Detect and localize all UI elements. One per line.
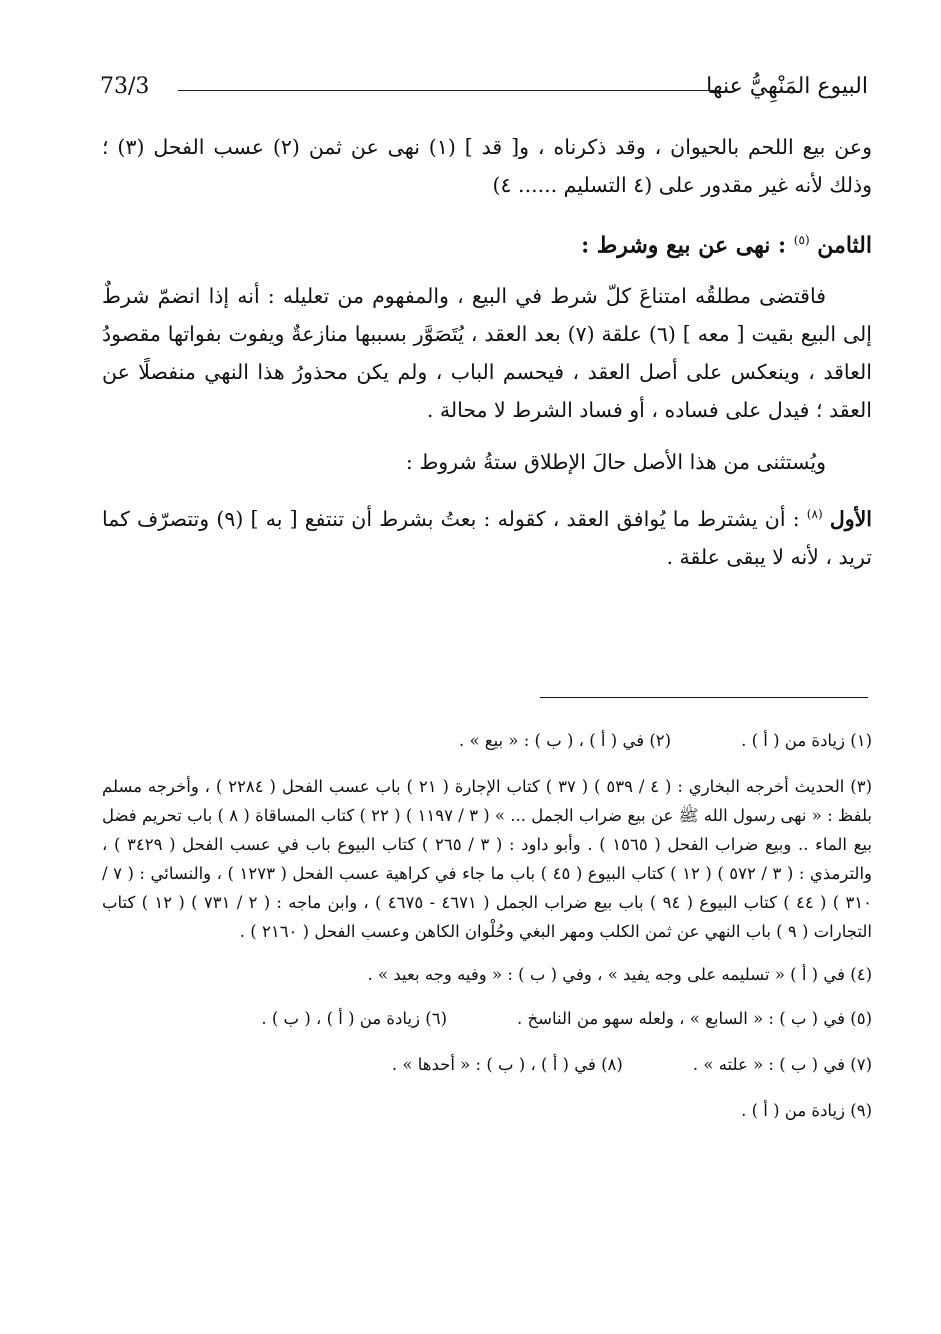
footnote-2: (٢) في ( أ ) ، ( ب ) : « بيع » . bbox=[458, 731, 672, 750]
footnote-5: (٥) في ( ب ) : « السابع » ، ولعله سهو من الناسخ . bbox=[517, 1009, 872, 1028]
footnote-4: (٤) في ( أ ) « تسليمه على وجه يفيد » ، وفي ( ب ) : « وفيه وجه بعيد » . bbox=[367, 965, 872, 984]
footnote-6: (٦) زيادة من ( أ ) ، ( ب ) . bbox=[261, 1009, 447, 1028]
footnote-row-7-8 bbox=[102, 1050, 872, 1080]
page-number: 73/3 bbox=[100, 74, 150, 99]
footnote-7: (٧) في ( ب ) : « علته » . bbox=[692, 1055, 872, 1074]
paragraph-2: فاقتضى مطلقُه امتناعَ كلّ شرط في البيع ، والمفهوم من تعليله : أنه إذا انضمّ شرطٌ إلى البيع بقيت [ معه ] (٦) علقة (٧) بعد العقد ، يُتَصَوَّر بسببها منازعةٌ ويفوت بفواتها مقصودُ العاقد ، وينعكس على أصل العقد ، فيحسم الباب ، ولم يكن محذورُ هذا النهي منفصلًا عن العقد ؛ فيدل على فساده ، أو فساد الشرط لا محالة . bbox=[102, 284, 872, 423]
section-heading bbox=[102, 214, 872, 271]
footnote-1: (١) زيادة من ( أ ) . bbox=[741, 731, 872, 750]
footnote-3: (٣) الحديث أخرجه البخاري : ( ٤ / ٥٣٩ ) ( ٣٧ ) كتاب الإجارة ( ٢١ ) باب عسب الفحل ( ٢٢٨٤ ) ، وأخرجه مسلم بلفظ : « نهى رسول الله ﷺ عن بيع ضراب الجمل ... » ( ٣ / ١١٩٧ ) ( ٢٢ ) كتاب المساقاة ( ٨ ) باب تحريم فضل بيع الماء .. وبيع ضراب الفحل ( ١٥٦٥ ) . وأبو داود : ( ٣ / ٢٦٥ ) كتاب البيوع باب في عسب الفحل ( ٣٤٢٩ ) ، والترمذي : ( ٣ / ٥٧٢ ) ( ١٢ ) كتاب البيوع ( ٤٥ ) باب ما جاء في كراهية عسب الفحل ( ١٢٧٣ ) ، والنسائي : ( ٧ / ٣١٠ ) ( ٤٤ ) كتاب البيوع ( ٩٤ ) باب بيع ضراب الجمل ( ٤٦٧١ - ٤٦٧٥ ) ، وابن ماجه : ( ٢ / ٧٣١ ) ( ١٢ ) كتاب التجارات ( ٩ ) باب النهي عن ثمن الكلب ومهر البغي وحُلْوان الكاهن وعسب الفحل ( ٢١٦٠ ) . bbox=[102, 777, 873, 941]
footnotes bbox=[102, 726, 872, 1140]
paragraph-3: ويُستثنى من هذا الأصل حالَ الإطلاق ستةُ شروط : bbox=[405, 450, 826, 475]
first-condition-label: الأول bbox=[829, 507, 872, 532]
first-condition-footnote-ref: (٨) bbox=[806, 507, 823, 522]
footnote-row-5-6 bbox=[102, 1004, 872, 1034]
footnote-9: (٩) زيادة من ( أ ) . bbox=[741, 1101, 872, 1120]
header-rule bbox=[178, 90, 720, 91]
running-header bbox=[100, 74, 868, 114]
paragraph-4 bbox=[102, 495, 872, 576]
running-title: البيوع المَنْهِيُّ عنها bbox=[706, 74, 868, 99]
paragraph-1: وعن بيع اللحم بالحيوان ، وقد ذكرناه ، و[ قد ] (١) نهى عن ثمن (٢) عسب الفحل (٣) ؛ وذلك لأنه غير مقدور على (٤ التسليم ...... ٤) bbox=[102, 135, 872, 197]
footnote-row-1-2 bbox=[102, 726, 872, 756]
heading-footnote-ref: (٥) bbox=[793, 233, 810, 247]
main-text bbox=[102, 128, 872, 576]
footnote-8: (٨) في ( أ ) ، ( ب ) : « أحدها » . bbox=[391, 1055, 623, 1074]
footnote-separator bbox=[540, 697, 868, 698]
heading-label: الثامن bbox=[817, 232, 872, 259]
first-condition-text: : أن يشترط ما يُوافق العقد ، كقوله : بعتُ بشرط أن تنتفع [ به ] (٩) وتتصرّف كما تريد ، لأنه لا يبقى علقة . bbox=[102, 507, 872, 570]
heading-text: : نهى عن بيع وشرط : bbox=[581, 232, 787, 259]
